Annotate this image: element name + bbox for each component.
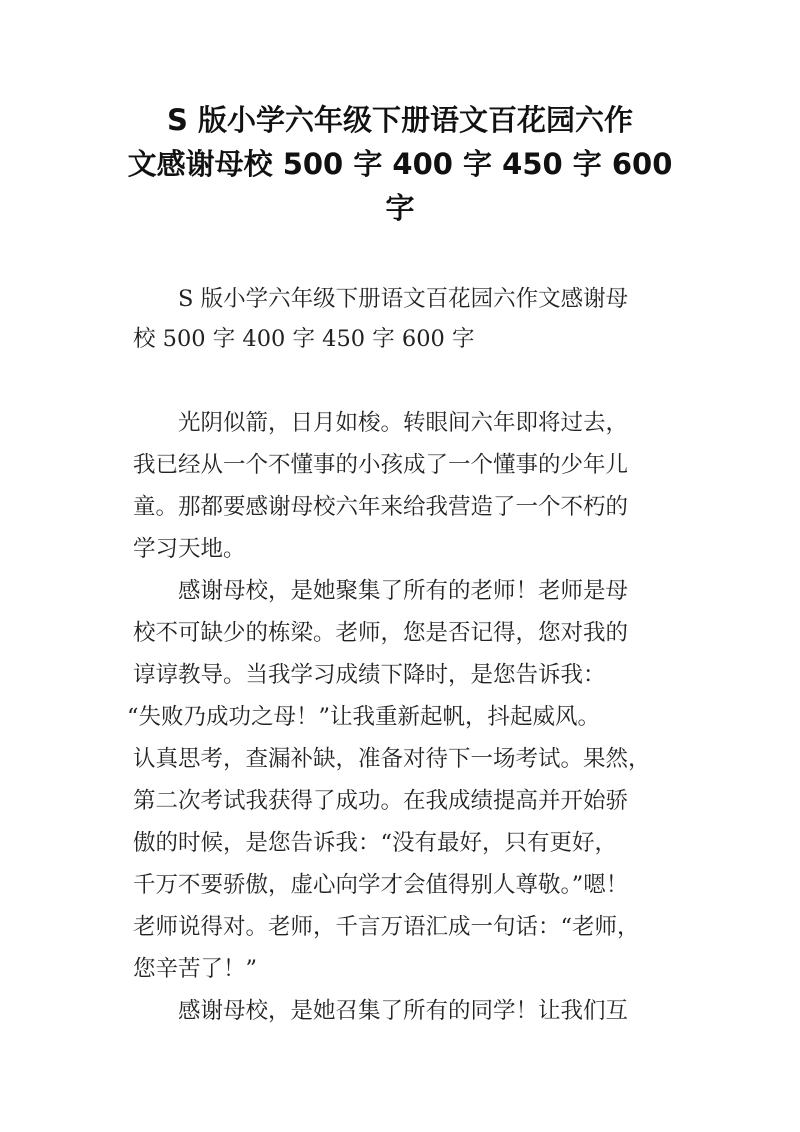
paragraph-2-line: 谆谆教导。当我学习成绩下降时，是您告诉我： xyxy=(133,662,606,688)
subtitle-line: S 版小学六年级下册语文百花园六作文感谢母 xyxy=(178,286,629,312)
paragraph-3-line: 感谢母校，是她召集了所有的同学！让我们互 xyxy=(178,998,629,1024)
paragraph-2-line: “失败乃成功之母！”让我重新起帆，抖起威风。 xyxy=(127,704,601,730)
title-line: 字 xyxy=(385,191,415,225)
paragraph-2-line: 校不可缺少的栋梁。老师，您是否记得，您对我的 xyxy=(133,620,629,646)
paragraph-2-line: 第二次考试我获得了成功。在我成绩提高并开始骄 xyxy=(133,788,629,814)
subtitle-line: 校 500 字 400 字 450 字 600 字 xyxy=(133,326,475,352)
paragraph-2-line: 认真思考，查漏补缺，准备对待下一场考试。果然， xyxy=(133,746,651,772)
paragraph-1-line: 我已经从一个不懂事的小孩成了一个懂事的少年儿 xyxy=(133,452,629,478)
paragraph-1-line: 童。那都要感谢母校六年来给我营造了一个不朽的 xyxy=(133,494,629,520)
document-title xyxy=(100,98,700,230)
paragraph-2-line: 千万不要骄傲，虚心向学才会值得别人尊敬。”嗯！ xyxy=(133,872,629,898)
title-line: S 版小学六年级下册语文百花园六作 xyxy=(167,103,633,137)
paragraph-1-line: 学习天地。 xyxy=(133,536,246,562)
paragraph-2-line: 傲的时候，是您告诉我：“没有最好，只有更好， xyxy=(133,830,618,856)
paragraph-2-line: 老师说得对。老师，千言万语汇成一句话：“老师， xyxy=(133,914,640,940)
paragraph-2-line: 感谢母校，是她聚集了所有的老师！老师是母 xyxy=(178,578,629,604)
title-line: 文感谢母校 500 字 400 字 450 字 600 xyxy=(127,147,673,181)
paragraph-1-line: 光阴似箭，日月如梭。转眼间六年即将过去， xyxy=(178,410,629,436)
paragraph-2-line: 您辛苦了！” xyxy=(133,956,258,982)
